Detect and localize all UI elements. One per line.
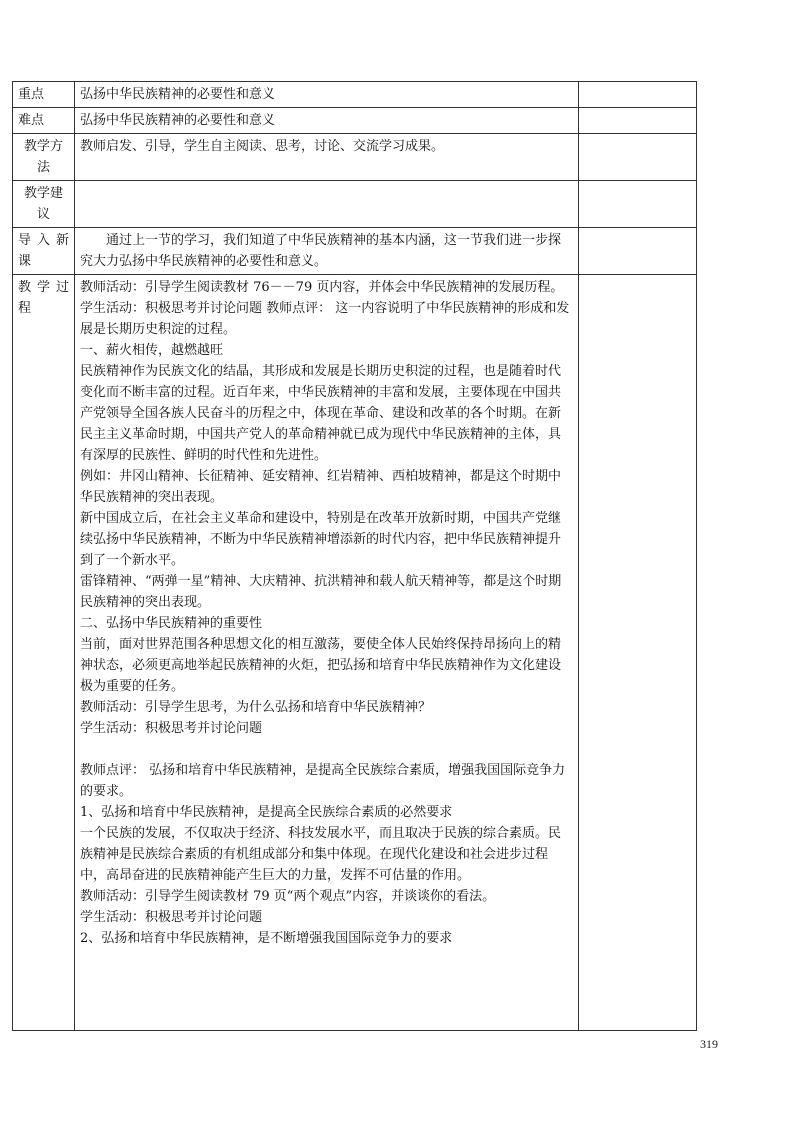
paragraph: 教师活动：引导学生思考，为什么弘扬和培育中华民族精神？ [80,700,432,715]
paragraph: 新中国成立后，在社会主义革命和建设中，特别是在改革开放新时期，中国共产党继续弘扬中华民族精神，不断为中华民族精神增添新的时代内容，把中华民族精神提升到了一个新水平。 [80,511,562,568]
process-label: 教学过程 [13,275,75,1031]
suggestion-content [75,181,579,228]
paragraph: 民族精神作为民族文化的结晶，其形成和发展是长期历史积淀的过程，也是随着时代变化而不断丰富的过程。近百年来，中华民族精神的丰富和发展，主要体现在中国共产党领导全国各族人民奋斗的历程之中，体现在革命、建设和改革的各个时期。在新民主主义革命时期，中国共产党人的革命精神就已成为现代中华民族精神的主体，具有深厚的民族性、鲜明的时代性和先进性。 [80,364,562,463]
table-row-method [13,134,697,181]
paragraph: 学生活动：积极思考并讨论问题 [80,721,263,736]
paragraph: 教师活动：引导学生阅读教材 76－－79 页内容，并体会中华民族精神的发展历程。 [80,280,564,295]
key-point-content: 弘扬中华民族精神的必要性和意义 [75,82,579,108]
method-content: 教师启发、引导，学生自主阅读、思考，讨论、交流学习成果。 [75,134,579,181]
difficulty-content: 弘扬中华民族精神的必要性和意义 [75,108,579,134]
intro-notes-cell [579,228,697,275]
lesson-plan-table [12,81,697,1031]
method-notes-cell [579,134,697,181]
suggestion-notes-cell [579,181,697,228]
table-row-intro [13,228,697,275]
subsection-heading: 1、弘扬和培育中华民族精神，是提高全民族综合素质的必然要求 [80,805,453,820]
section-heading: 一、薪火相传，越燃越旺 [80,343,224,358]
paragraph: 学生活动：积极思考并讨论问题 [80,910,263,925]
paragraph: 学生活动：积极思考并讨论问题 教师点评： 这一内容说明了中华民族精神的形成和发展是长期历史积淀的过程。 [80,301,570,337]
intro-label: 导入新课 [13,228,75,275]
intro-content: 通过上一节的学习，我们知道了中华民族精神的基本内涵，这一节我们进一步探究大力弘扬中华民族精神的必要性和意义。 [75,228,579,275]
paragraph: 例如：井冈山精神、长征精神、延安精神、红岩精神、西柏坡精神，都是这个时期中华民族精神的突出表现。 [80,469,562,505]
key-point-label: 重点 [13,82,75,108]
table-row-suggestion [13,181,697,228]
method-label: 教学方法 [13,134,75,181]
key-point-notes-cell [579,82,697,108]
paragraph: 当前，面对世界范围各种思想文化的相互激荡，要使全体人民始终保持昂扬向上的精神状态，必须更高地举起民族精神的火炬，把弘扬和培育中华民族精神作为文化建设极为重要的任务。 [80,637,562,694]
paragraph: 教师活动：引导学生阅读教材 79 页“两个观点”内容，并谈谈你的看法。 [80,889,496,904]
page-number: 319 [700,1037,718,1051]
subsection-heading: 2、弘扬和培育中华民族精神，是不断增强我国国际竞争力的要求 [80,931,453,946]
process-notes-cell [579,275,697,1031]
paragraph: 教师点评： 弘扬和培育中华民族精神，是提高全民族综合素质，增强我国国际竞争力的要求。 [80,763,566,799]
suggestion-label: 教学建议 [13,181,75,228]
difficulty-label: 难点 [13,108,75,134]
table-row-difficulty [13,108,697,134]
blank-line [80,739,573,760]
process-content [75,275,579,1031]
section-heading: 二、弘扬中华民族精神的重要性 [80,616,263,631]
paragraph: 一个民族的发展，不仅取决于经济、科技发展水平，而且取决于民族的综合素质。民族精神是民族综合素质的有机组成部分和集中体现。在现代化建设和社会进步过程中，高昂奋进的民族精神能产生巨大的力量，发挥不可估量的作用。 [80,826,562,883]
difficulty-notes-cell [579,108,697,134]
table-row-process [13,275,697,1031]
table-row-key-point [13,82,697,108]
paragraph: 雷锋精神、“两弹一星”精神、大庆精神、抗洪精神和载人航天精神等，都是这个时期民族精神的突出表现。 [80,574,562,610]
